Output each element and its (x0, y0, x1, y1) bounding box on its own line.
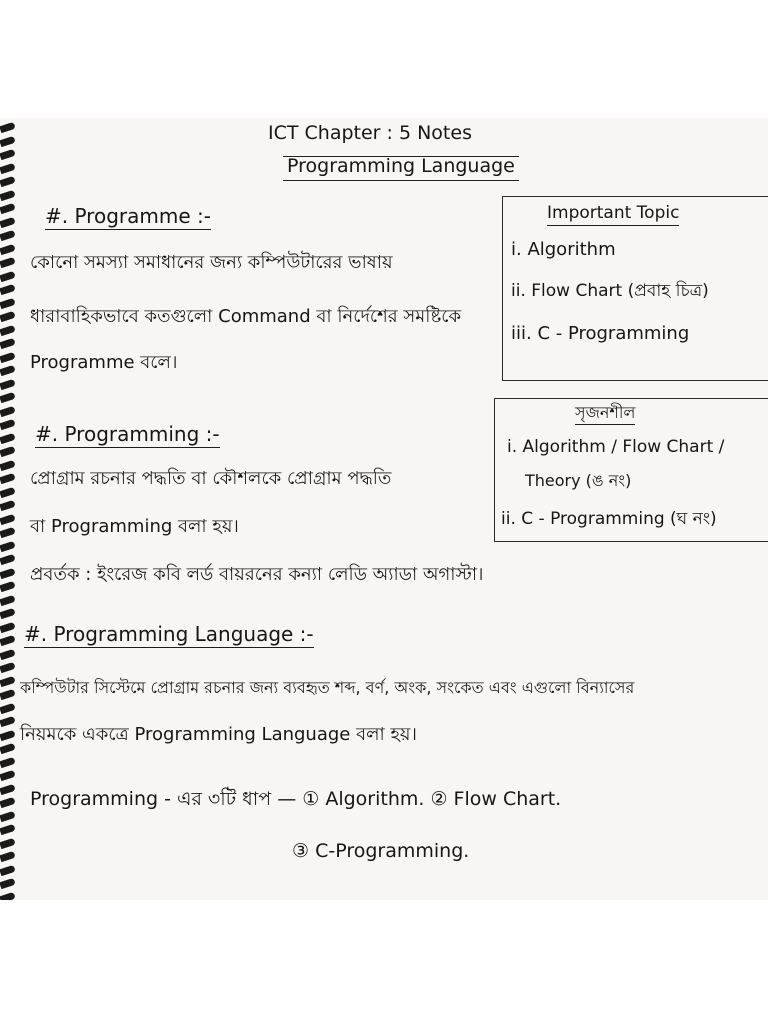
spiral-ring (0, 756, 16, 767)
spiral-ring (0, 513, 16, 524)
spiral-ring (0, 729, 16, 740)
spiral-ring (0, 230, 16, 241)
programme-line-3: Programme বলে। (30, 352, 178, 373)
programming-steps-line-1: Programming - এর ৩টি ধাপ — ① Algorithm. ② Flow Chart. (30, 788, 562, 810)
spiral-ring (0, 608, 16, 619)
spiral-ring (0, 216, 16, 227)
spiral-ring (0, 810, 16, 821)
spiral-ring (0, 567, 16, 578)
spiral-ring (0, 783, 16, 794)
spiral-ring (0, 473, 16, 484)
spiral-ring (0, 527, 16, 538)
spiral-ring (0, 419, 16, 430)
spiral-ring (0, 500, 16, 511)
important-topic-title: Important Topic (547, 205, 679, 226)
programming-line-2: বা Programming বলা হয়। (30, 516, 239, 537)
spiral-ring (0, 149, 16, 160)
spiral-ring (0, 257, 16, 268)
creative-question-box (494, 398, 768, 542)
chapter-title: ICT Chapter : 5 Notes (268, 122, 472, 144)
spiral-ring (0, 162, 16, 173)
important-topic-item-1: i. Algorithm (511, 239, 616, 260)
page-title: Programming Language (283, 156, 519, 181)
language-heading: #. Programming Language :- (24, 622, 314, 646)
spiral-ring (0, 270, 16, 281)
spiral-ring (0, 770, 16, 781)
important-topic-item-3: iii. C - Programming (511, 323, 690, 344)
spiral-ring (0, 864, 16, 875)
spiral-ring (0, 540, 16, 551)
spiral-ring (0, 635, 16, 646)
programme-line-1: কোনো সমস্যা সমাধানের জন্য কম্পিউটারের ভাষায় (30, 252, 393, 273)
spiral-ring (0, 365, 16, 376)
important-topic-box (502, 196, 768, 381)
creative-question-title: সৃজনশীল (575, 405, 635, 425)
important-topic-item-2: ii. Flow Chart (প্রবাহ চিত্র) (511, 281, 709, 301)
spiral-ring (0, 284, 16, 295)
spiral-ring (0, 405, 16, 416)
programme-heading: #. Programme :- (45, 204, 211, 228)
programme-line-2: ধারাবাহিকভাবে কতগুলো Command বা নির্দেশের সমষ্টিকে (30, 306, 462, 327)
programming-founder: প্রবর্তক : ইংরেজ কবি লর্ড বায়রনের কন্যা লেডি অ্যাডা অগাস্টা। (30, 564, 484, 585)
spiral-ring (0, 297, 16, 308)
spiral-ring (0, 554, 16, 565)
spiral-ring (0, 662, 16, 673)
language-line-1: কম্পিউটার সিস্টেমে প্রোগ্রাম রচনার জন্য ব্যবহৃত শব্দ, বর্ণ, অংক, সংকেত এবং এগুলো বিন্যাসের (20, 678, 635, 697)
spiral-ring (0, 338, 16, 349)
programming-heading: #. Programming :- (35, 422, 220, 446)
spiral-ring (0, 702, 16, 713)
spiral-ring (0, 189, 16, 200)
spiral-ring (0, 621, 16, 632)
spiral-ring (0, 824, 16, 835)
programming-steps-line-2: ③ C-Programming. (292, 840, 470, 862)
spiral-ring (0, 243, 16, 254)
spiral-ring (0, 324, 16, 335)
spiral-ring (0, 851, 16, 862)
spiral-ring (0, 797, 16, 808)
spiral-ring (0, 176, 16, 187)
spiral-binding (0, 118, 18, 900)
spiral-ring (0, 743, 16, 754)
spiral-ring (0, 459, 16, 470)
spiral-ring (0, 486, 16, 497)
spiral-ring (0, 432, 16, 443)
spiral-ring (0, 878, 16, 889)
creative-question-item-1-cont: Theory (ঙ নং) (525, 471, 632, 490)
creative-question-item-1: i. Algorithm / Flow Chart / (507, 437, 725, 457)
creative-question-item-2: ii. C - Programming (ঘ নং) (501, 509, 717, 529)
spiral-ring (0, 311, 16, 322)
spiral-ring (0, 648, 16, 659)
spiral-ring (0, 716, 16, 727)
spiral-ring (0, 392, 16, 403)
spiral-ring (0, 135, 16, 146)
spiral-ring (0, 689, 16, 700)
spiral-ring (0, 122, 16, 133)
spiral-ring (0, 351, 16, 362)
spiral-ring (0, 203, 16, 214)
spiral-ring (0, 378, 16, 389)
spiral-ring (0, 891, 16, 900)
language-line-2: নিয়মকে একত্রে Programming Language বলা হয়। (20, 724, 417, 745)
programming-line-1: প্রোগ্রাম রচনার পদ্ধতি বা কৌশলকে প্রোগ্রাম পদ্ধতি (30, 468, 392, 489)
spiral-ring (0, 581, 16, 592)
spiral-ring (0, 446, 16, 457)
spiral-ring (0, 594, 16, 605)
spiral-ring (0, 837, 16, 848)
notebook-page (0, 118, 768, 900)
spiral-ring (0, 675, 16, 686)
